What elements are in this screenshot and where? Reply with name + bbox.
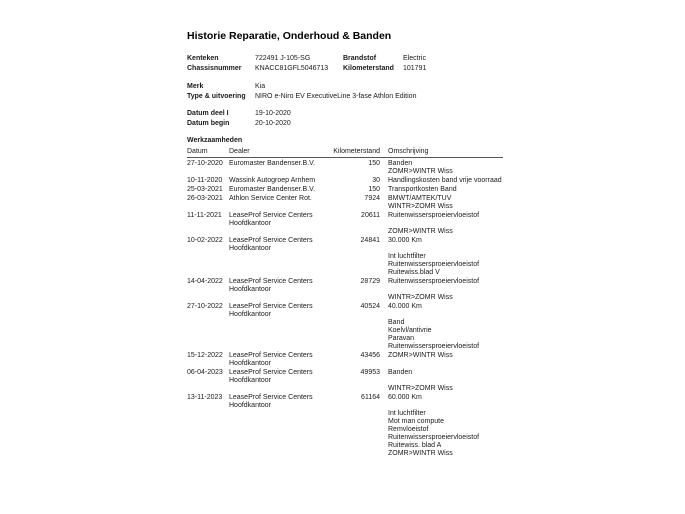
work-dealer-line: LeaseProf Service Centers [229, 236, 313, 244]
work-description-line [388, 245, 503, 253]
info-row [187, 82, 503, 92]
work-description-line: Ruitenwissersproeiervloeistof [388, 211, 480, 219]
work-description-line [388, 402, 503, 410]
work-description-line: 60.000 Km [388, 393, 422, 401]
work-description-line: ZOMR>WINTR Wiss [388, 227, 453, 235]
work-dealer-line: Euromaster Bandenser.B.V. [229, 185, 316, 193]
work-date: 13-11-2023 [187, 393, 223, 401]
work-dealer [229, 352, 320, 368]
field-value: NIRO e-Niro EV ExecutiveLine 3-fase Athlon Edition [255, 92, 417, 100]
work-row [187, 369, 503, 393]
info-row [187, 64, 503, 74]
work-dealer-line: Hoofdkantoor [229, 310, 272, 318]
work-dealer [229, 195, 320, 211]
work-kilometerstand: 49953 [360, 368, 380, 376]
work-description-line: Int luchtfilter [388, 252, 426, 260]
work-description [380, 352, 503, 368]
work-table-header [187, 147, 503, 158]
field-value: 722491 J-105-SG [255, 55, 311, 62]
work-dealer [229, 278, 320, 302]
field-label: Brandstof [343, 55, 377, 62]
work-dealer-line: Euromaster Bandenser.B.V. [229, 159, 316, 167]
work-kilometerstand: 150 [368, 159, 380, 167]
work-kilometerstand: 24841 [360, 236, 380, 244]
field-value: 20-10-2020 [255, 119, 291, 127]
work-description-line: ZOMR>WINTR Wiss [388, 167, 453, 175]
work-description-line: ZOMR>WINTR Wiss [388, 449, 453, 457]
work-kilometerstand: 40524 [360, 302, 380, 310]
work-dealer [229, 186, 320, 194]
work-dealer [229, 160, 320, 176]
work-dealer [229, 212, 320, 236]
work-dealer-line: Hoofdkantoor [229, 244, 272, 252]
work-description-line: Transportkosten Band [388, 185, 457, 193]
col-header-kilometerstand: Kilometerstand [333, 147, 380, 155]
field-label: Chassisnummer [187, 64, 242, 72]
work-description-line: 40.000 Km [388, 302, 422, 310]
work-description [380, 303, 503, 351]
work-description-line: Ruitewiss. blad A [388, 441, 442, 449]
work-description [380, 369, 503, 393]
work-kilometerstand: 61164 [361, 393, 380, 401]
field-label: Datum begin [187, 119, 230, 127]
work-description [380, 160, 503, 176]
field-value: KNACC81GFL5046713 [255, 64, 329, 72]
work-date: 14-04-2022 [187, 277, 223, 285]
work-row [187, 278, 503, 302]
work-description-line: WINTR>ZOMR Wiss [388, 293, 453, 301]
work-dealer [229, 177, 320, 185]
work-kilometerstand: 7924 [364, 194, 380, 202]
work-date: 10-11-2020 [187, 176, 223, 184]
info-row [187, 109, 503, 119]
section-title-werkzaamheden: Werkzaamheden [187, 136, 243, 144]
work-kilometerstand: 30 [372, 176, 380, 184]
work-description-line: Ruitewiss.blad V [388, 268, 440, 276]
work-table-body [187, 160, 503, 458]
work-description-line: Ruitenwissersproeiervloeistof [388, 260, 480, 268]
work-description [380, 212, 503, 236]
work-date: 15-12-2022 [187, 351, 223, 359]
work-dealer-line: Athlon Service Center Rot. [229, 194, 312, 202]
work-description [380, 394, 503, 458]
work-kilometerstand: 43456 [360, 351, 380, 359]
field-label: Datum deel I [187, 110, 229, 118]
work-description-line: Banden [388, 368, 413, 376]
work-dealer [229, 369, 320, 393]
work-description-line: BMWT/AMTEK/TUV [388, 194, 452, 202]
work-row [187, 186, 503, 194]
work-description-line: ZOMR>WINTR Wiss [388, 351, 453, 359]
work-description-line: Band [388, 318, 405, 326]
page-title: Historie Reparatie, Onderhoud & Banden [187, 30, 392, 42]
work-date: 27-10-2022 [187, 302, 223, 310]
work-kilometerstand: 28729 [360, 277, 380, 285]
work-date: 25-03-2021 [187, 185, 223, 193]
work-date: 26-03-2021 [187, 194, 223, 202]
work-description-line: Koelvl/antivrie [388, 326, 432, 334]
work-description [380, 237, 503, 277]
work-dealer-line: LeaseProf Service Centers [229, 351, 313, 359]
work-description-line: Mot man compute [388, 417, 445, 425]
col-header-dealer: Dealer [229, 147, 250, 155]
work-description-line [388, 220, 503, 228]
info-row [187, 92, 503, 102]
work-row [187, 394, 503, 458]
work-dealer-line: Hoofdkantoor [229, 376, 272, 384]
info-row [187, 119, 503, 129]
info-row [187, 54, 503, 64]
work-dealer-line: Hoofdkantoor [229, 359, 272, 367]
work-dealer-line: Hoofdkantoor [229, 285, 272, 293]
vehicle-datum-group [187, 109, 503, 128]
work-description-line [388, 311, 503, 319]
work-description-line: Handlingskosten band vrije voorraad [388, 176, 502, 184]
field-label: Merk [187, 83, 204, 91]
work-description [380, 278, 503, 302]
work-description-line: WINTR>ZOMR Wiss [388, 384, 453, 392]
field-value: 19-10-2020 [255, 110, 291, 118]
work-description-line: Int luchtfilter [388, 409, 426, 417]
work-description-line: Remvloeistof [388, 425, 429, 433]
work-dealer [229, 303, 320, 351]
work-dealer-line: LeaseProf Service Centers [229, 368, 313, 376]
col-header-omschrijving: Omschrijving [388, 147, 429, 155]
field-label: Kenteken [187, 55, 219, 62]
work-dealer-line: LeaseProf Service Centers [229, 277, 313, 285]
work-dealer-line: Hoofdkantoor [229, 401, 272, 409]
work-dealer-line: Hoofdkantoor [229, 219, 272, 227]
work-kilometerstand: 150 [368, 185, 380, 193]
field-label: Type & uitvoering [187, 92, 246, 100]
work-row [187, 303, 503, 351]
work-row [187, 177, 503, 185]
work-dealer [229, 237, 320, 277]
work-description-line: Paravan [388, 334, 415, 342]
work-description [380, 186, 503, 194]
work-dealer-line: Wassink Autogroep Arnhem [229, 176, 316, 184]
field-value: 101791 [403, 64, 427, 72]
work-description [380, 177, 503, 185]
work-row [187, 195, 503, 211]
work-description-line: Ruitenwissersproeiervloeistof [388, 433, 480, 441]
work-row [187, 212, 503, 236]
field-value: Electric [403, 55, 426, 62]
work-row [187, 237, 503, 277]
work-date: 06-04-2023 [187, 368, 223, 376]
vehicle-merk-group [187, 82, 503, 101]
work-description-line: Ruitenwissersproeiervloeistof [388, 342, 480, 350]
work-dealer [229, 394, 320, 458]
work-description-line [388, 377, 503, 385]
work-kilometerstand: 20611 [361, 211, 380, 219]
work-description-line: WINTR>ZOMR Wiss [388, 202, 453, 210]
work-date: 10-02-2022 [187, 236, 223, 244]
work-description-line: 30.000 Km [388, 236, 422, 244]
work-description [380, 195, 503, 211]
field-label: Kilometerstand [343, 64, 394, 72]
work-dealer-line: LeaseProf Service Centers [229, 302, 313, 310]
work-description-line [388, 286, 503, 294]
work-date: 27-10-2020 [187, 159, 223, 167]
work-row [187, 160, 503, 176]
col-header-datum: Datum [187, 147, 208, 155]
vehicle-info-grid [187, 54, 503, 73]
work-description-line: Ruitenwissersproeiervloeistof [388, 277, 480, 285]
report-document [187, 30, 503, 459]
work-dealer-line: LeaseProf Service Centers [229, 393, 313, 401]
work-dealer-line: LeaseProf Service Centers [229, 211, 313, 219]
work-row [187, 352, 503, 368]
field-value: Kia [255, 83, 266, 91]
work-date: 11-11-2021 [187, 211, 222, 219]
work-description-line: Banden [388, 159, 413, 167]
